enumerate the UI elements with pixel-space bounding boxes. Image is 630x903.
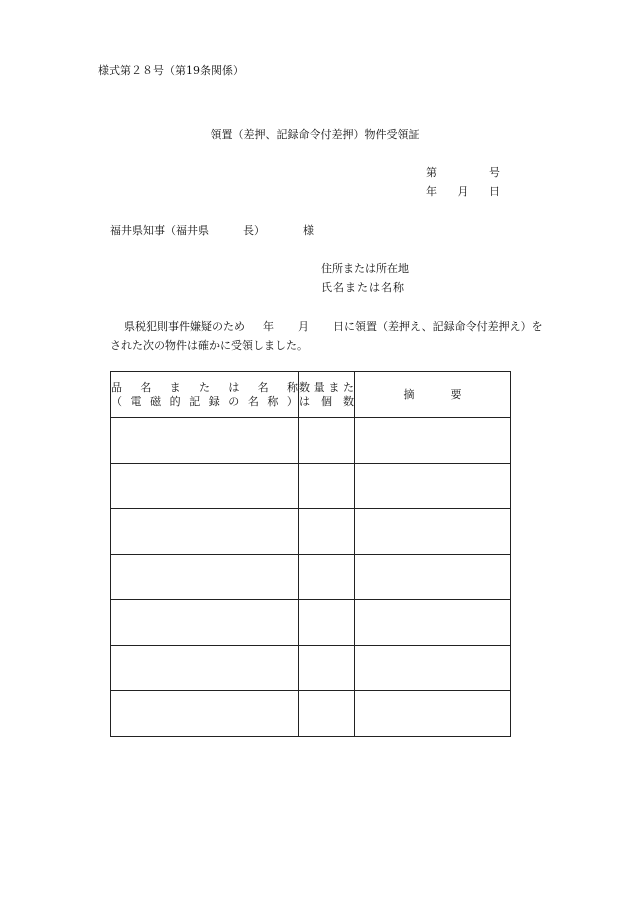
quantity-cell[interactable] — [299, 463, 355, 509]
quantity-cell[interactable] — [299, 691, 355, 737]
date-year: 年 — [426, 185, 437, 198]
number-suffix: 号 — [489, 166, 500, 179]
document-date-line — [426, 185, 500, 199]
name-label: 氏名または名称 — [321, 281, 405, 294]
addressee — [110, 224, 314, 238]
body-month: 月 — [298, 320, 309, 333]
header-item-name-line2-char: の — [228, 394, 240, 408]
header-item-name-line2-char: 的 — [169, 394, 181, 408]
form-number: 様式第２８号（第19条関係） — [98, 64, 244, 77]
item-name-cell[interactable] — [111, 509, 299, 555]
header-item-name-line1-char: 名 — [257, 380, 269, 394]
item-name-cell[interactable] — [111, 418, 299, 464]
header-remarks-text — [404, 388, 462, 402]
remarks-cell[interactable] — [355, 554, 511, 600]
remarks-cell[interactable] — [355, 600, 511, 646]
header-item-name-line1-char: た — [198, 380, 210, 394]
header-quantity — [299, 372, 355, 418]
header-item-name-line2-char: 名 — [247, 394, 259, 408]
items-table — [110, 371, 511, 737]
quantity-cell[interactable] — [299, 509, 355, 555]
header-item-name-line1-char: は — [228, 380, 240, 394]
remarks-cell[interactable] — [355, 645, 511, 691]
header-item-name-line1-char: 名 — [140, 380, 152, 394]
header-quantity-line1-char: ま — [328, 380, 340, 394]
remarks-cell[interactable] — [355, 463, 511, 509]
item-name-cell[interactable] — [111, 600, 299, 646]
item-name-cell[interactable] — [111, 463, 299, 509]
date-month: 月 — [457, 185, 469, 198]
header-quantity-line2-char: 数 — [343, 394, 354, 408]
quantity-cell[interactable] — [299, 418, 355, 464]
quantity-cell[interactable] — [299, 554, 355, 600]
table-row — [111, 600, 511, 646]
number-prefix: 第 — [426, 166, 437, 179]
remarks-cell[interactable] — [355, 418, 511, 464]
table-row — [111, 418, 511, 464]
header-remarks-text-char: 摘 — [403, 387, 415, 401]
table-row — [111, 509, 511, 555]
header-item-name-line2-char: 磁 — [150, 394, 162, 408]
body-line-1 — [124, 320, 543, 334]
table-header-row — [111, 372, 511, 418]
header-quantity-line2-char: 個 — [321, 394, 332, 408]
header-item-name-line1 — [111, 381, 298, 395]
header-quantity-line2-char: は — [299, 394, 310, 408]
header-quantity-line1-char: 数 — [299, 380, 310, 394]
quantity-cell[interactable] — [299, 645, 355, 691]
document-title: 領置（差押、記録命令付差押）物件受領証 — [210, 128, 420, 141]
remarks-cell[interactable] — [355, 691, 511, 737]
header-remarks-text-char: 要 — [450, 387, 462, 401]
body-line-2: された次の物件は確かに受領しました。 — [110, 339, 308, 352]
header-quantity-line1 — [299, 381, 354, 395]
header-item-name-line2 — [111, 395, 298, 409]
header-item-name-line1-char: ま — [169, 380, 181, 394]
header-item-name-line1-char: 品 — [111, 380, 122, 394]
body-year: 年 — [263, 320, 274, 333]
header-item-name-line2-char: 電 — [130, 394, 142, 408]
header-quantity-line1-char: た — [342, 380, 354, 394]
item-name-cell[interactable] — [111, 691, 299, 737]
header-item-name-line1-char: 称 — [286, 380, 298, 394]
remarks-cell[interactable] — [355, 509, 511, 555]
quantity-cell[interactable] — [299, 600, 355, 646]
address-label: 住所または所在地 — [321, 262, 409, 275]
header-item-name-line2-char: 録 — [208, 394, 220, 408]
body-text-a: 県税犯則事件嫌疑のため — [124, 320, 245, 333]
addressee-office: 長） — [243, 224, 265, 237]
table-row — [111, 554, 511, 600]
document-number-line — [426, 166, 500, 180]
table-row — [111, 463, 511, 509]
header-quantity-line2 — [299, 395, 354, 409]
table-row — [111, 691, 511, 737]
header-item-name-line2-char: 称 — [267, 394, 279, 408]
addressee-honorific: 様 — [303, 224, 314, 237]
header-item-name-line2-char: 記 — [189, 394, 201, 408]
item-name-cell[interactable] — [111, 554, 299, 600]
header-remarks — [355, 372, 511, 418]
item-name-cell[interactable] — [111, 645, 299, 691]
header-item-name-line2-char: ） — [286, 394, 298, 408]
header-quantity-line1-char: 量 — [313, 380, 325, 394]
header-item-name-line2-char: （ — [111, 394, 122, 408]
body-text-d: 日に領置（差押え、記録命令付差押え）を — [333, 320, 543, 333]
date-day: 日 — [489, 185, 500, 198]
table-row — [111, 645, 511, 691]
addressee-prefix: 福井県知事（福井県 — [110, 224, 209, 237]
header-item-name — [111, 372, 299, 418]
